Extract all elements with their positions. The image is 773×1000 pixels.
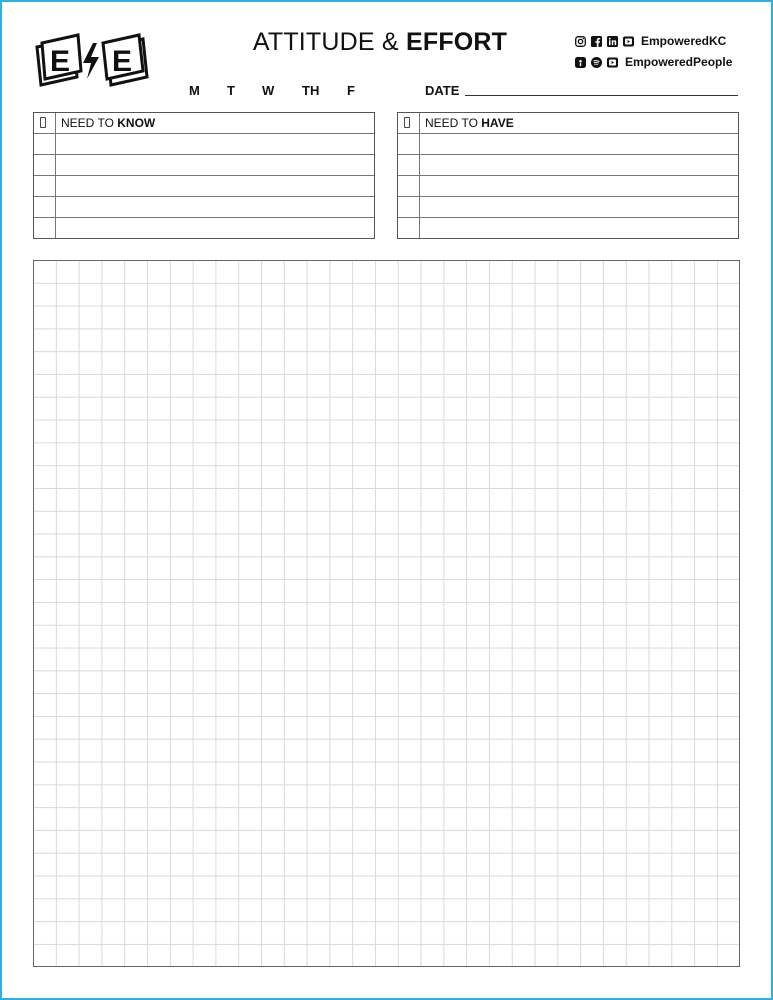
svg-text:E: E <box>50 45 71 78</box>
day-wednesday[interactable]: W <box>262 83 275 98</box>
checkbox[interactable] <box>398 176 420 196</box>
date-label: DATE <box>425 83 460 98</box>
list-item-field[interactable] <box>56 197 374 217</box>
podcast-icon[interactable] <box>575 57 586 68</box>
list-header <box>34 113 374 134</box>
social-row-people <box>575 53 745 71</box>
spotify-icon[interactable] <box>591 57 602 68</box>
title-bold: EFFORT <box>405 28 508 56</box>
list-item[interactable] <box>34 218 374 238</box>
checkbox-icon <box>40 117 46 128</box>
need-to-have-list <box>397 112 739 239</box>
list-header <box>398 113 738 134</box>
social-handles <box>575 32 745 74</box>
checkbox[interactable] <box>398 155 420 175</box>
youtube-icon[interactable] <box>623 36 634 47</box>
list-item-field[interactable] <box>420 155 738 175</box>
day-tuesday[interactable]: T <box>227 83 235 98</box>
list-item[interactable] <box>34 134 374 155</box>
list-item[interactable] <box>398 176 738 197</box>
title-light: ATTITUDE & <box>252 28 406 56</box>
empowered-logo <box>33 33 151 89</box>
checkbox[interactable] <box>34 176 56 196</box>
list-item[interactable] <box>398 155 738 176</box>
checkbox[interactable] <box>34 218 56 238</box>
svg-text:E: E <box>112 45 133 78</box>
checkbox[interactable] <box>398 113 420 133</box>
checkbox[interactable] <box>34 113 56 133</box>
list-item-field[interactable] <box>56 134 374 154</box>
page-title <box>250 28 510 57</box>
day-thursday[interactable]: TH <box>302 83 320 98</box>
lightning-bolt-icon <box>83 43 99 79</box>
checkbox-icon <box>404 117 410 128</box>
list-item[interactable] <box>34 197 374 218</box>
need-to-know-list <box>33 112 375 239</box>
date-field[interactable] <box>465 95 738 96</box>
checkbox[interactable] <box>34 134 56 154</box>
heading-prefix: NEED TO <box>425 116 482 130</box>
list-item[interactable] <box>34 176 374 197</box>
need-to-know-heading <box>56 113 374 133</box>
list-item-field[interactable] <box>420 218 738 238</box>
day-monday[interactable]: M <box>189 83 200 98</box>
handle-empoweredkc[interactable]: EmpoweredKC <box>641 34 727 48</box>
facebook-icon[interactable] <box>591 36 602 47</box>
day-friday[interactable]: F <box>347 83 355 98</box>
checkbox[interactable] <box>34 155 56 175</box>
list-item-field[interactable] <box>420 134 738 154</box>
list-item-field[interactable] <box>56 155 374 175</box>
list-item[interactable] <box>398 134 738 155</box>
list-item-field[interactable] <box>420 176 738 196</box>
checkbox[interactable] <box>398 134 420 154</box>
social-row-kc <box>575 32 745 50</box>
list-item[interactable] <box>34 155 374 176</box>
youtube-icon[interactable] <box>607 57 618 68</box>
heading-bold: HAVE <box>481 116 514 130</box>
instagram-icon[interactable] <box>575 36 586 47</box>
checkbox[interactable] <box>34 197 56 217</box>
list-item[interactable] <box>398 197 738 218</box>
grid-notes-area[interactable] <box>33 260 740 967</box>
list-item[interactable] <box>398 218 738 238</box>
heading-prefix: NEED TO <box>61 116 118 130</box>
linkedin-icon[interactable] <box>607 36 618 47</box>
list-item-field[interactable] <box>56 176 374 196</box>
list-item-field[interactable] <box>56 218 374 238</box>
list-item-field[interactable] <box>420 197 738 217</box>
checkbox[interactable] <box>398 218 420 238</box>
heading-bold: KNOW <box>117 116 156 130</box>
checkbox[interactable] <box>398 197 420 217</box>
need-to-have-heading <box>420 113 738 133</box>
handle-empoweredpeople[interactable]: EmpoweredPeople <box>625 55 733 69</box>
